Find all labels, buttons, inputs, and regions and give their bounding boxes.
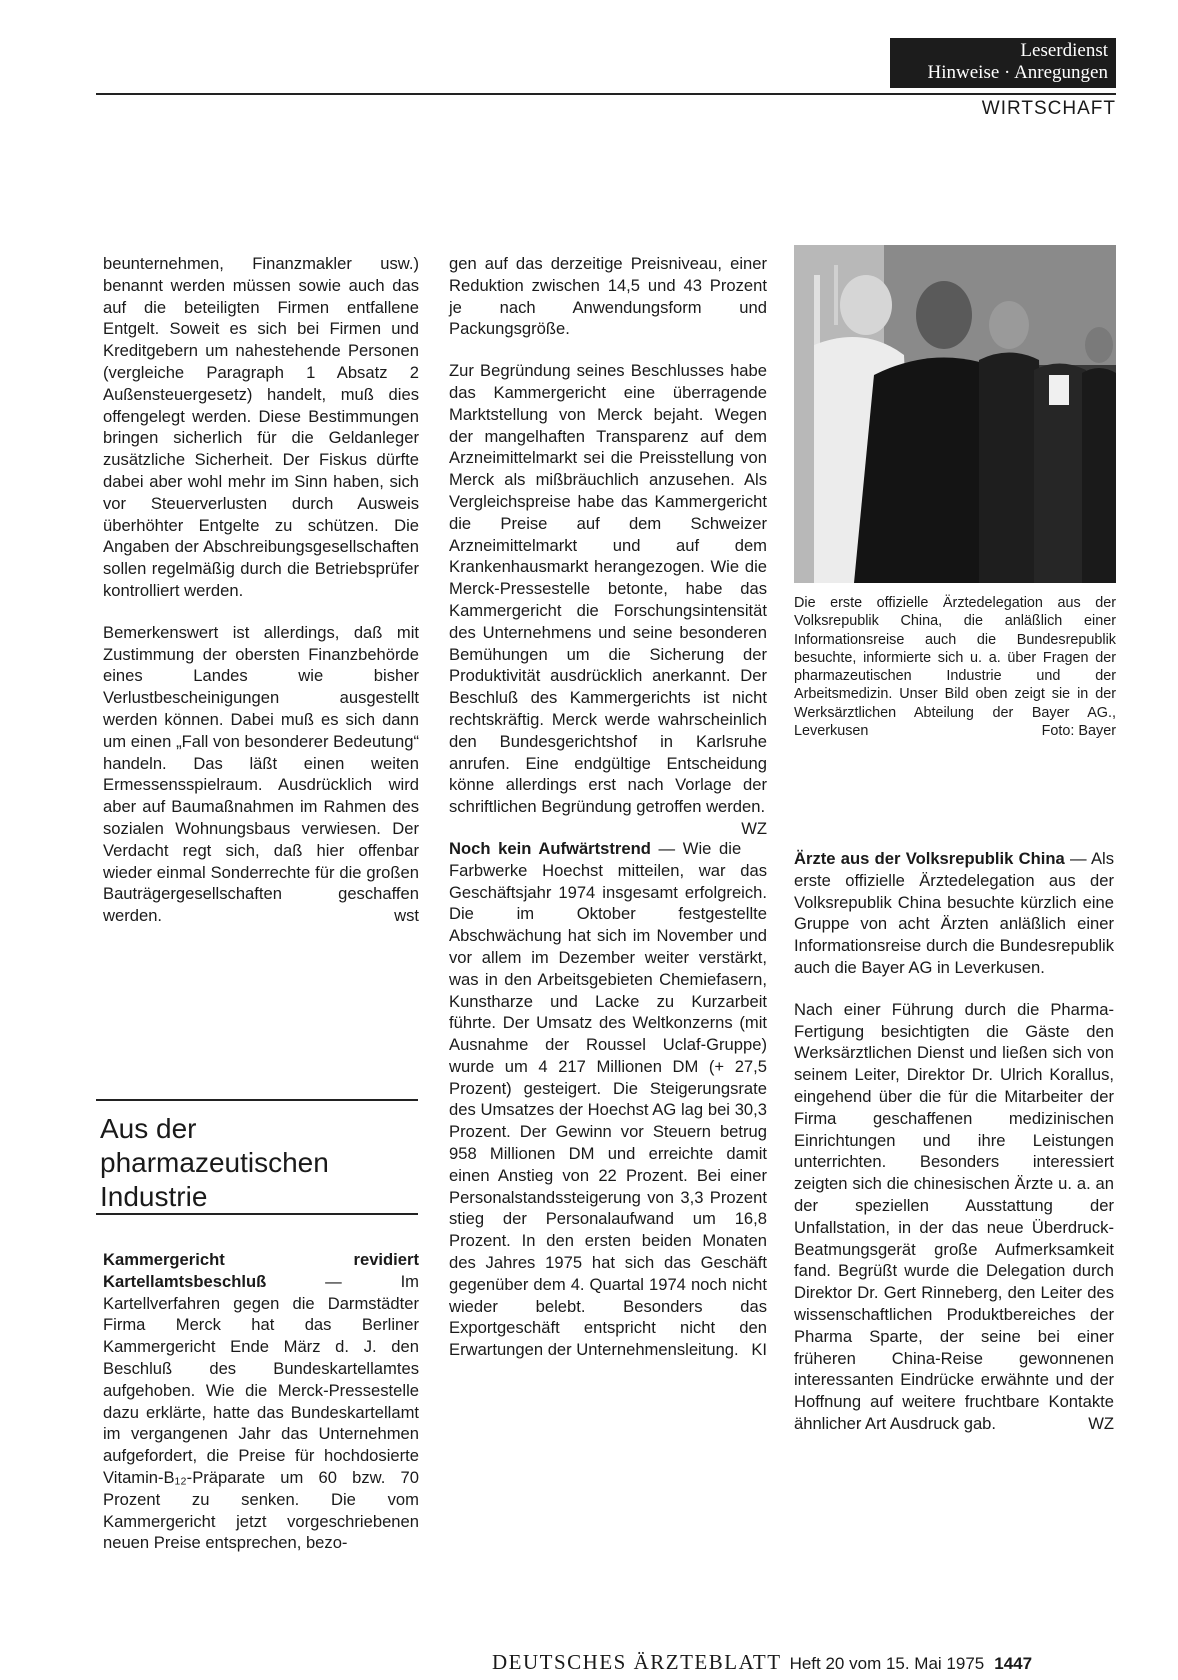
rubric-line-1: Leserdienst [1020,40,1108,61]
article-headline: Noch kein Aufwärtstrend [449,838,651,858]
rubric-box [890,38,1116,88]
photo-caption: Die erste offizielle Ärztedelegation aus der Volksrepublik China, die anläßlich einer Informationsreise auch die Bundesrepublik besuchte, informierte sich u. a. über Fragen der pharmazeutischen Industrie und der Arbeitsmedizin. Unser Bild oben zeigt sie in der Werksärztlichen Abteilung der Bayer AG., Leverkusen Foto: Bayer [794,595,1116,740]
article-body: — Im Kartellverfahren gegen die Darmstädter Firma Merck hat das Berliner Kammergericht Ende März d. J. den Beschluß des Bundeskartellamtes aufgehoben. Wie die Merck-Pressestelle dazu erklärte, hatte das Bundeskartellamt im vergangenen Jahr das Unternehmen aufgefordert, die Preise für hochdosierte Vitamin-B₁₂-Präparate um 60 bzw. 70 Prozent zu senken. Die vom Kammergericht jetzt vorgeschriebenen neuen Preise entsprechen, bezo- [103,1271,419,1553]
article-headline: Ärzte aus der Volksrepublik China [794,849,1065,868]
article-body: — Als erste offizielle Ärztedelegation aus der Volksrepublik China besuchte kürzlich eine Gruppe von acht Ärzten anläßlich einer Informationsreise durch die Bundesrepublik auch die Bayer AG in Leverkusen. [794,849,1115,977]
column-3 [794,848,1114,1435]
heading-rule-bottom [96,1213,418,1215]
header-rule [96,93,1116,95]
journal-name: DEUTSCHES ÄRZTEBLATT [492,1650,782,1674]
column-1 [103,253,419,927]
article-body: — Wie die Farbwerke Hoechst mitteilen, war das Geschäftsjahr 1974 insgesamt erfolgreich. Die im Oktober festgestellte Abschwächung hat sich im November und vor allem im Dezember weiter verstärkt, was in den Arbeitsgebieten Chemiefasern, Kunstharze und Lacke zu Kurzarbeit führte. Der Umsatz des Weltkonzerns (mit Ausnahme der Roussel Uclaf-Gruppe) wurde um 4 217 Millionen DM (+ 27,5 Prozent) gesteigert. Die Steigerungsrate des Umsatzes der Hoechst AG lag bei 30,3 Prozent. Der Gewinn vor Steuern betrug 958 Millionen DM und erreichte damit einen Anstieg von 22 Prozent. Bei einer Personalstandssteigerung von 3,3 Prozent stieg der Personalaufwand um 16,8 Prozent. In den ersten beiden Monaten des Jahres 1975 hat sich das Geschäft gegenüber dem 4. Quartal 1974 noch nicht wieder belebt. Besonders das Exportgeschäft entspricht nicht den Erwartungen der Unternehmensleitung. [449,838,767,1360]
delegation-photo [794,245,1116,583]
paragraph: Zur Begründung seines Beschlusses habe das Kammergericht eine überragende Marktstellung von Merck bejaht. Wegen der mangelhaften Transparenz auf dem Arzneimittelmarkt sei die Preisstellung von Merck als mißbräuchlich anzusehen. Als Vergleichspreise habe das Kammergericht die Preise auf dem Schweizer Arzneimittelmarkt und auf dem Krankenhausmarkt herangezogen. Wie die Merck-Pressestelle betonte, habe das Kammergericht die Forschungsintensität des Unternehmens und seine besonderen Bemühungen um die Sicherung der Produktivität ausdrücklich anerkannt. Der Beschluß des Kammergerichts ist nicht rechtskräftig. Merck werde wahrscheinlich den Bundesgerichtshof in Karlsruhe anrufen. Eine endgültige Entscheidung könne allerdings erst nach Vorlage der schriftlichen Begründung getroffen werden. WZ [449,361,767,838]
photo-illustration [794,245,1116,583]
article-headline: Kammergericht revidiert Kartellamtsbeschluß [103,1250,419,1291]
page-number: 1447 [994,1654,1033,1673]
page-footer [492,1650,1118,1675]
article-china [794,848,1114,979]
paragraph: beunternehmen, Finanzmakler usw.) benannt werden müssen sowie auch das auf die beteiligten Firmen entfallene Entgelt. Soweit es sich bei Firmen und Kreditgebern um nahestehende Personen (vergleiche Paragraph 1 Absatz 2 Außensteuergesetz) handelt, muß dies offengelegt werden. Diese Bestimmungen bringen sicherlich für die Geldanleger zusätzliche Sicherheit. Der Fiskus dürfte dabei aber wohl mehr im Sinn haben, sich vor Steuerverlusten durch Ausweis überhöhter Entgelte zu schützen. Die Angaben der Abschreibungsgesellschaften sollen regelmäßig durch die Betriebsprüfer kontrolliert werden. [103,254,419,600]
paragraph: Nach einer Führung durch die Pharma-Fertigung besichtigten die Gäste den Werksärztlichen Dienst und ließen sich von seinem Leiter, Direktor Dr. Ulrich Korallus, eingehend über die für die Mitarbeiter der Firma geschaffenen medizinischen Einrichtungen und ihre Leistungen unterrichten. Besonders interessiert zeigten sich die chinesischen Ärzte u. a. an der speziellen Ausstattung der Unfallstation, in der das neue Überdruck-Beatmungsgerät große Aufmerksamkeit fand. Begrüßt wurde die Delegation durch Direktor Dr. Gert Rinneberg, den Leiter des wissenschaftlichen Produktbereiches der Pharma Sparte, der seine bei einer früheren China-Reise gewonnenen interessanten Eindrücke erwähnte und der Hoffnung auf weitere fruchtbare Kontakte ähnlicher Art Ausdruck gab. WZ [794,999,1114,1433]
column-2 [449,253,767,1361]
section-label: WIRTSCHAFT [981,98,1116,119]
issue-info: Heft 20 vom 15. Mai 1975 [789,1654,985,1673]
article-hoechst [449,838,767,1361]
photo-credit: Foto: Bayer [1041,723,1116,740]
heading-rule-top [96,1099,418,1101]
author-signature: WZ [1088,1413,1114,1433]
author-signature: wst [394,906,419,926]
rubric-line-2: Hinweise · Anregungen [927,62,1108,83]
author-signature: WZ [741,818,767,838]
section-heading: Aus der pharmazeutischen Industrie [100,1113,329,1212]
paragraph: gen auf das derzeitige Preisniveau, einer Reduktion zwischen 14,5 und 43 Prozent je nach Anwendungsform und Packungsgröße. [449,254,767,339]
paragraph: Bemerkenswert ist allerdings, daß mit Zustimmung der obersten Finanzbehörde eines Landes wie bisher Verlustbescheinigungen ausgestellt werden können. Dabei muß es sich dann um einen „Fall von besonderer Bedeutung“ handeln. Das läßt einen weiten Ermessensspielraum. Ausdrücklich wird aber auf Baumaßnahmen im Rahmen des sozialen Wohnungsbaus verwiesen. Der Verdacht regt sich, daß hier offenbar wieder einmal Sonderrechte für die großen Bauträgergesellschaften geschaffen werden. wst [103,622,419,926]
article-kammergericht [103,1249,419,1554]
author-signature: KI [751,1340,767,1360]
